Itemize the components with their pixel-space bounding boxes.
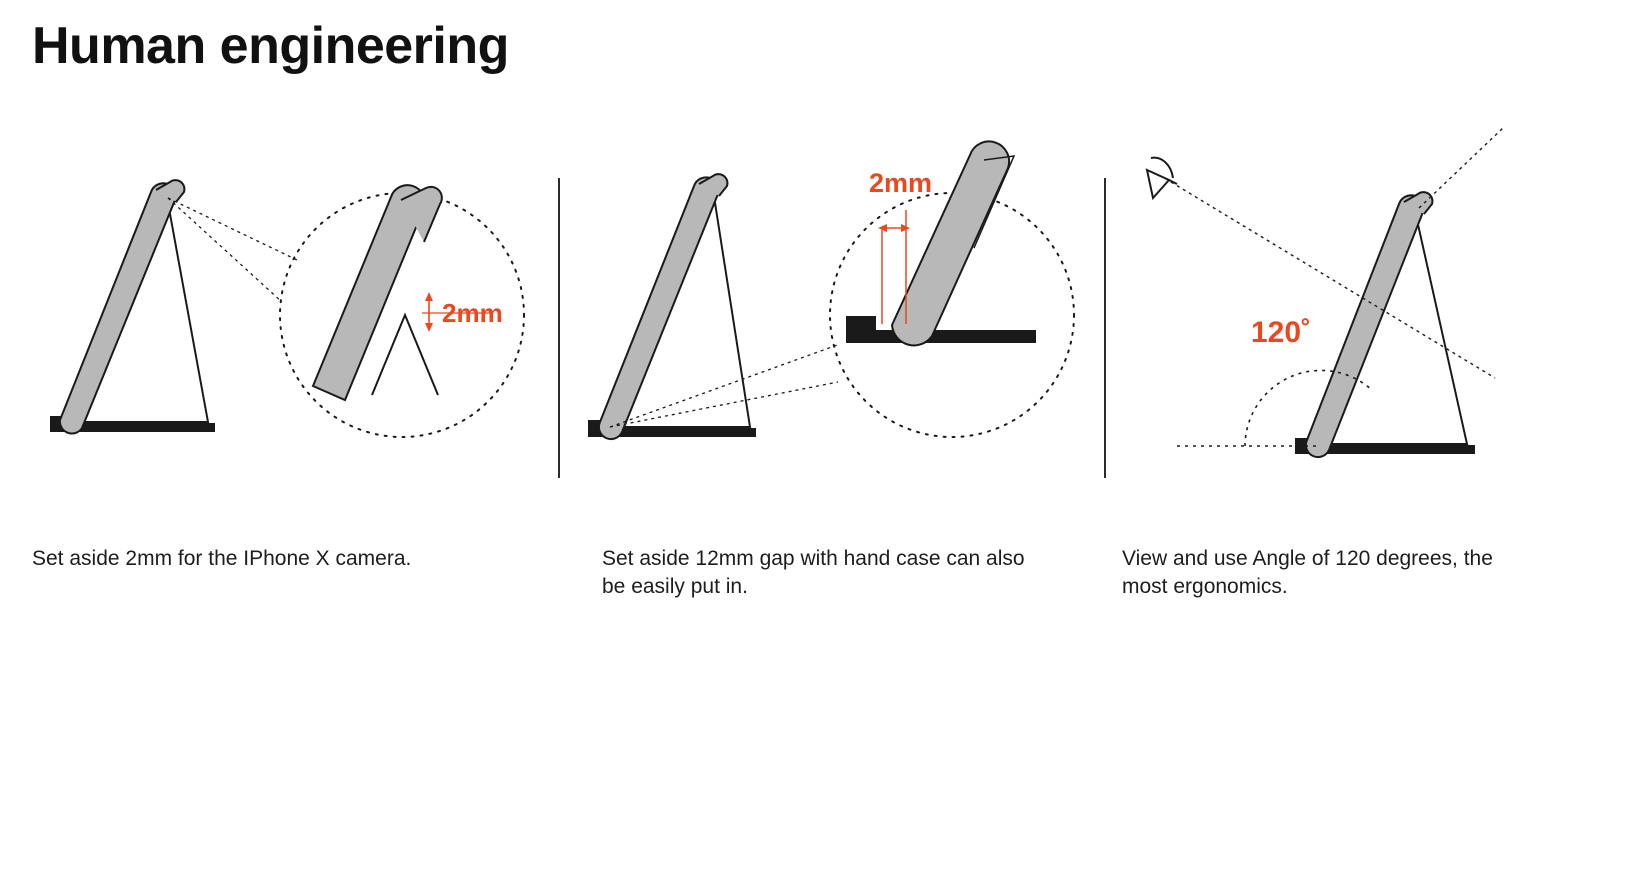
detail-circle-base-gap [830,141,1074,437]
callout-label-2mm: 2mm [442,298,503,328]
callout-label-2mm: 2mm [869,168,933,198]
zoom-leader-lines [168,198,297,302]
phone-on-stand-with-viewing-angle [1095,120,1615,520]
sight-line [1171,128,1503,378]
phone-main [1306,192,1433,457]
caption-case-gap: Set aside 12mm gap with hand case can also be easily put in. [602,547,1025,599]
callout-label-120-degrees: 120˚ [1251,316,1312,349]
phone-on-stand-with-camera-detail [20,120,540,520]
viewer-eye-icon [1147,158,1177,198]
caption-view-angle: View and use Angle of 120 degrees, the most ergonomics. [1122,547,1493,599]
phone-main [599,174,728,439]
page-title: Human engineering [32,17,509,75]
caption-camera-gap: Set aside 2mm for the IPhone X camera. [32,547,412,570]
phone-on-stand-with-base-gap-detail [570,120,1090,520]
panel-divider-1 [558,178,560,478]
phone-main [60,180,185,433]
